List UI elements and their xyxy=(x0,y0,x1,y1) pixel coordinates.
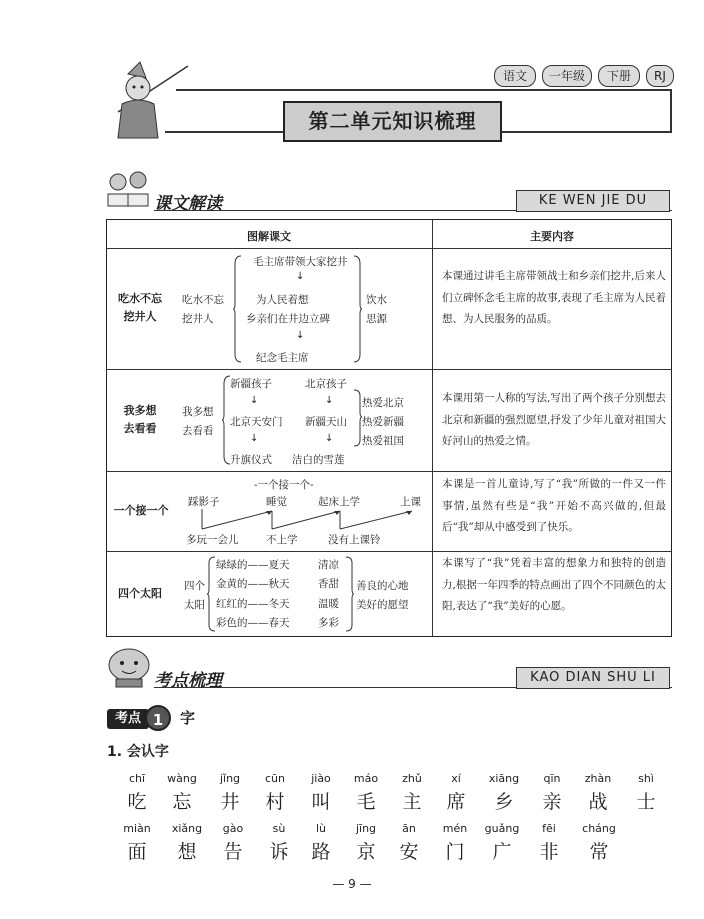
lesson-title: 一个接一个 xyxy=(113,504,169,517)
table-rule xyxy=(106,369,672,370)
diagram-text: 起床上学 xyxy=(318,496,360,508)
tag-subject: 语文 xyxy=(494,65,536,87)
pinyin: lù xyxy=(315,822,327,835)
diagram-right-label xyxy=(366,292,387,326)
diagram-text: 睡觉 xyxy=(266,496,287,508)
diagram-text: 北京孩子 xyxy=(305,378,347,390)
lesson-summary: 本课是一首儿童诗,写了“我”所做的一件又一件事情,虽然有些是“我”开始不高兴做的,但最后“我”却从中感受到了快乐。 xyxy=(442,478,666,533)
table-header-diagram: 图解课文 xyxy=(247,230,291,243)
hanzi: 吃 xyxy=(127,791,147,813)
mascot-fishing-illustration xyxy=(100,60,190,140)
diagram-text: 善良的心地 xyxy=(356,580,409,592)
hanzi: 叫 xyxy=(311,791,331,813)
table-rule xyxy=(106,248,672,249)
diagram-text: 热爱新疆 xyxy=(362,416,404,428)
diagram-text: -一个接一个- xyxy=(254,479,314,491)
table-header-content: 主要内容 xyxy=(530,230,574,243)
kaodian-label: 考点 xyxy=(107,709,149,729)
hanzi: 井 xyxy=(220,791,240,813)
kids-reading-icon xyxy=(104,170,154,210)
diagram-right-label xyxy=(356,578,409,612)
pinyin: máo xyxy=(353,772,379,785)
hanzi: 告 xyxy=(223,841,243,863)
section-pinyin-band: KAO DIAN SHU LI xyxy=(516,667,670,689)
diagram-text: 新疆天山 xyxy=(305,416,347,428)
lesson-title-line: 吃水不忘 xyxy=(118,292,162,305)
pinyin: xí xyxy=(451,772,461,785)
diagram-text: 四个 xyxy=(184,580,205,592)
arrow-down-icon: ↓ xyxy=(325,433,334,444)
hanzi: 广 xyxy=(492,841,512,863)
arrow-down-icon: ↓ xyxy=(325,395,334,406)
pinyin: xiāng xyxy=(488,772,520,785)
hanzi: 想 xyxy=(177,841,197,863)
pinyin: miàn xyxy=(123,822,151,835)
diagram-text: 踩影子 xyxy=(188,496,220,508)
subsection-heading: 1. 会认字 xyxy=(107,744,169,760)
diagram-text: 新疆孩子 xyxy=(230,378,272,390)
pinyin: mén xyxy=(442,822,468,835)
diagram-left-label xyxy=(184,578,205,612)
diagram-text: 为人民着想 xyxy=(256,294,309,306)
hanzi: 面 xyxy=(127,841,147,863)
arrow-down-icon: ↓ xyxy=(296,271,305,282)
hanzi: 士 xyxy=(636,791,656,813)
brace-right xyxy=(352,254,362,364)
lesson-summary: 本课用第一人称的写法,写出了两个孩子分别想去北京和新疆的强烈愿望,抒发了少年儿童对祖国大好河山的热爱之情。 xyxy=(442,392,666,447)
diagram-text: 美好的愿望 xyxy=(356,599,409,611)
diagram-right-label xyxy=(362,394,404,451)
arrow-down-icon: ↓ xyxy=(250,395,259,406)
pinyin: sù xyxy=(272,822,286,835)
lesson-title xyxy=(108,290,172,326)
section-title-kewen: 课文解读 xyxy=(154,194,222,214)
diagram-text: 去看看 xyxy=(182,425,214,437)
lesson-title: 四个太阳 xyxy=(118,587,162,600)
table-divider xyxy=(432,219,433,637)
tag-grade: 一年级 xyxy=(542,65,592,87)
diagram-text: 乡亲们在井边立碑 xyxy=(246,313,330,325)
diagram-text: 纪念毛主席 xyxy=(256,352,309,364)
pinyin: zhàn xyxy=(584,772,612,785)
brace-right xyxy=(344,555,354,633)
diagram-text: 思源 xyxy=(366,313,387,325)
hanzi: 席 xyxy=(446,791,466,813)
diagram-text: 洁白的雪莲 xyxy=(292,454,345,466)
hanzi: 村 xyxy=(265,791,285,813)
pinyin: cháng xyxy=(582,822,616,835)
table-rule xyxy=(106,471,672,472)
lesson-title-line: 挖井人 xyxy=(123,310,157,323)
diagram-text: 热爱北京 xyxy=(362,397,404,409)
diagram-left-label xyxy=(182,404,214,438)
header-frame-top xyxy=(176,89,672,91)
hanzi: 京 xyxy=(356,841,376,863)
section-title-kaodian: 考点梳理 xyxy=(154,671,222,691)
hanzi: 常 xyxy=(589,841,609,863)
diagram-text: 香甜 xyxy=(318,578,339,590)
diagram-text: 没有上课铃 xyxy=(328,534,381,546)
diagram-text: 清凉 xyxy=(318,559,339,571)
diagram-text: 北京天安门 xyxy=(230,416,283,428)
section-pinyin-band: KE WEN JIE DU xyxy=(516,190,670,212)
brace-left xyxy=(233,254,243,364)
diagram-text: 饮水 xyxy=(366,294,387,306)
diagram-text: 太阳 xyxy=(184,599,205,611)
lesson-title-line: 我多想 xyxy=(123,404,157,417)
kaodian-number: 1 xyxy=(145,705,171,731)
pinyin: wàng xyxy=(167,772,197,785)
pinyin: jiào xyxy=(311,772,331,785)
diagram-text: 毛主席带领大家挖井 xyxy=(253,256,348,268)
pinyin: jǐng xyxy=(219,772,241,785)
hanzi: 乡 xyxy=(494,791,514,813)
page-title: 第二单元知识梳理 xyxy=(283,101,502,142)
pinyin: chī xyxy=(128,772,146,785)
pinyin: jīng xyxy=(355,822,377,835)
diagram-text: 金黄的——秋天 xyxy=(216,578,290,590)
table-rule xyxy=(106,551,672,552)
tag-edition: RJ xyxy=(646,65,674,87)
lesson-title xyxy=(108,402,172,438)
lesson-summary: 本课写了“我”凭着丰富的想象力和独特的创造力,根据一年四季的特点画出了四个不同颜色的太阳,表达了“我”美好的心愿。 xyxy=(442,557,666,612)
hanzi: 门 xyxy=(445,841,465,863)
diagram-text: 热爱祖国 xyxy=(362,435,404,447)
diagram-text: 温暖 xyxy=(318,598,339,610)
hanzi: 安 xyxy=(399,841,419,863)
diagram-text: 吃水不忘 xyxy=(182,294,224,306)
hanzi: 主 xyxy=(402,791,422,813)
diagram-text: 绿绿的——夏天 xyxy=(216,559,290,571)
hanzi: 亲 xyxy=(542,791,562,813)
pinyin: gào xyxy=(222,822,244,835)
kaodian-topic: 字 xyxy=(180,709,196,727)
arrow-down-icon: ↓ xyxy=(250,433,259,444)
header-frame-right xyxy=(670,89,672,131)
pinyin: xiǎng xyxy=(171,822,203,835)
hanzi: 非 xyxy=(539,841,559,863)
diagram-text: 挖井人 xyxy=(182,313,214,325)
diagram-text: 多彩 xyxy=(318,617,339,629)
teacher-mascot-icon xyxy=(104,645,154,689)
pinyin: qīn xyxy=(543,772,561,785)
diagram-text: 彩色的——春天 xyxy=(216,617,290,629)
diagram-text: 红红的——冬天 xyxy=(216,598,290,610)
lesson-summary: 本课通过讲毛主席带领战士和乡亲们挖井,后来人们立碑怀念毛主席的故事,表现了毛主席为人民着想、为人民服务的品质。 xyxy=(442,270,666,325)
diagram-text: 升旗仪式 xyxy=(230,454,272,466)
hanzi: 战 xyxy=(588,791,608,813)
diagram-text: 我多想 xyxy=(182,406,214,418)
pinyin: fēi xyxy=(542,822,556,835)
pinyin: guǎng xyxy=(484,822,520,835)
sequence-arrows xyxy=(180,505,430,535)
pinyin: shì xyxy=(638,772,654,785)
hanzi: 诉 xyxy=(269,841,289,863)
diagram-text: 不上学 xyxy=(266,534,298,546)
pinyin: zhǔ xyxy=(402,772,422,785)
diagram-text: 多玩一会儿 xyxy=(186,534,239,546)
pinyin: cūn xyxy=(265,772,285,785)
hanzi: 毛 xyxy=(356,791,376,813)
pinyin: ān xyxy=(402,822,416,835)
hanzi: 路 xyxy=(311,841,331,863)
tag-volume: 下册 xyxy=(598,65,640,87)
page-number: — 9 — xyxy=(332,877,372,891)
diagram-text: 上课 xyxy=(400,496,421,508)
diagram-left-label xyxy=(182,292,224,326)
brace-right xyxy=(352,388,362,448)
arrow-down-icon: ↓ xyxy=(296,330,305,341)
lesson-title-line: 去看看 xyxy=(123,422,157,435)
hanzi: 忘 xyxy=(172,791,192,813)
